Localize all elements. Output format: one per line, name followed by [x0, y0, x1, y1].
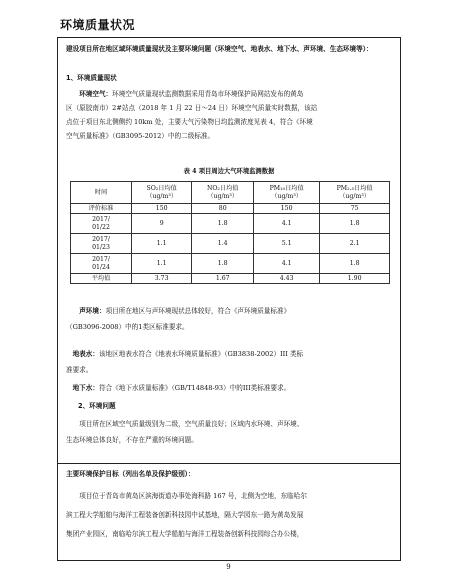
table-caption: 表 4 项目周边大气环境监测数据 [183, 168, 275, 175]
surface-water-label: 地表水： [72, 350, 99, 358]
section-divider [58, 463, 400, 464]
groundwater-line1: 地下水：符合《地下水质量标准》（GB/T14848-93）中的III类标准要求。 [72, 384, 291, 392]
table-row [71, 274, 390, 284]
row-label: 平均值 [71, 274, 132, 284]
table-cell: 150 [132, 204, 192, 214]
table-cell: 3.73 [132, 274, 192, 284]
table-cell: 150 [254, 204, 320, 214]
table-row [71, 204, 390, 214]
surface-water-line2: 准要求。 [66, 366, 93, 374]
table-row [71, 214, 390, 234]
table-cell: 5.1 [254, 234, 320, 254]
page-number: 9 [226, 563, 231, 571]
header-cell: PM₂.₅日均值 （ug/m³） [320, 182, 390, 204]
table-corner-cell: 时间 [71, 182, 132, 204]
page-title: 环境质量状况 [60, 18, 136, 32]
air-paragraph-line1: 环境空气：环境空气质量现状监测数据采用青岛市环境保护局网站发布的黄岛 [79, 90, 304, 98]
air-paragraph-line3: 点位于项目东北侧侧约 10km 处，主要大气污染物日均监测浓度见表 4，符合《环境 [66, 118, 313, 126]
table-cell: 1.8 [320, 214, 390, 234]
header-cell: NO₂日均值 （ug/m³） [192, 182, 254, 204]
table-header-row [71, 182, 390, 204]
issue-line1: 项目所在区域空气质量级别为二级，空气质量良好；区域内水环境、声环境、 [79, 420, 304, 428]
block1-heading: 建设项目所在地区域环境质量现状及主要环境问题（环境空气、地表水、地下水、声环境、生态环境等）： [66, 45, 373, 53]
table-cell: 75 [320, 204, 390, 214]
subheading-quality-status: 1、环境质量现状 [66, 74, 117, 82]
content-frame [57, 37, 401, 561]
table-cell: 1.8 [192, 254, 254, 274]
block2-heading: 主要环境保护目标（列出名单及保护级别）： [66, 470, 195, 478]
row-label: 评价标准 [71, 204, 132, 214]
row-label: 2017/ 01/24 [71, 254, 132, 274]
header-cell: SO₂日均值 （ug/m³） [132, 182, 192, 204]
protection-line3: 集团产业园区，南临哈尔滨工程大学船舶与海洋工程装备创新科技园综合办公楼， [66, 530, 304, 538]
protection-line2: 滨工程大学船舶与海洋工程装备创新科技园中试基地，隔大学园东一路为黄岛发展 [66, 511, 304, 519]
noise-paragraph-line1: 声环境：项目所在地区与声环境现状总体较好，符合《声环境质量标准》 [79, 307, 291, 315]
table-cell: 4.1 [254, 214, 320, 234]
noise-paragraph-line2: （GB3096-2008）中的1类区标准要求。 [66, 323, 189, 331]
table-cell: 4.1 [254, 254, 320, 274]
subheading-environment-issues: 2、环境问题 [78, 402, 116, 410]
table-cell: 1.8 [320, 254, 390, 274]
table-cell: 1.90 [320, 274, 390, 284]
table-cell: 4.43 [254, 274, 320, 284]
header-cell: PM₁₀日均值 （ug/m³） [254, 182, 320, 204]
noise-label: 声环境： [79, 307, 106, 315]
table-row [71, 234, 390, 254]
table-row [71, 254, 390, 274]
table-cell: 1.1 [132, 254, 192, 274]
air-quality-table [70, 181, 390, 284]
groundwater-label: 地下水： [72, 384, 99, 392]
protection-line1: 项目位于青岛市黄岛区滨海街道办事处海科路 167 号，北侧为空地，东临哈尔 [79, 492, 307, 500]
issue-line2: 生态环境总体良好，不存在严重的环境问题。 [66, 436, 198, 444]
row-label: 2017/ 01/23 [71, 234, 132, 254]
table-cell: 1.8 [192, 214, 254, 234]
air-paragraph-line4: 空气质量标准》（GB3095-2012）中的二级标准。 [66, 132, 215, 140]
table-cell: 1.1 [132, 234, 192, 254]
surface-water-line1: 地表水：该地区地表水符合《地表水环境质量标准》（GB3838-2002）III 类标 [72, 350, 304, 358]
table-cell: 80 [192, 204, 254, 214]
air-paragraph-line2: 区（原胶南市）2#站点（2018 年 1 月 22 日～24 日）环境空气质量实时数据，该站 [66, 104, 318, 112]
table-cell: 2.1 [320, 234, 390, 254]
row-label: 2017/ 01/22 [71, 214, 132, 234]
table-cell: 1.67 [192, 274, 254, 284]
air-label: 环境空气： [79, 90, 113, 98]
table-cell: 9 [132, 214, 192, 234]
table-cell: 1.4 [192, 234, 254, 254]
